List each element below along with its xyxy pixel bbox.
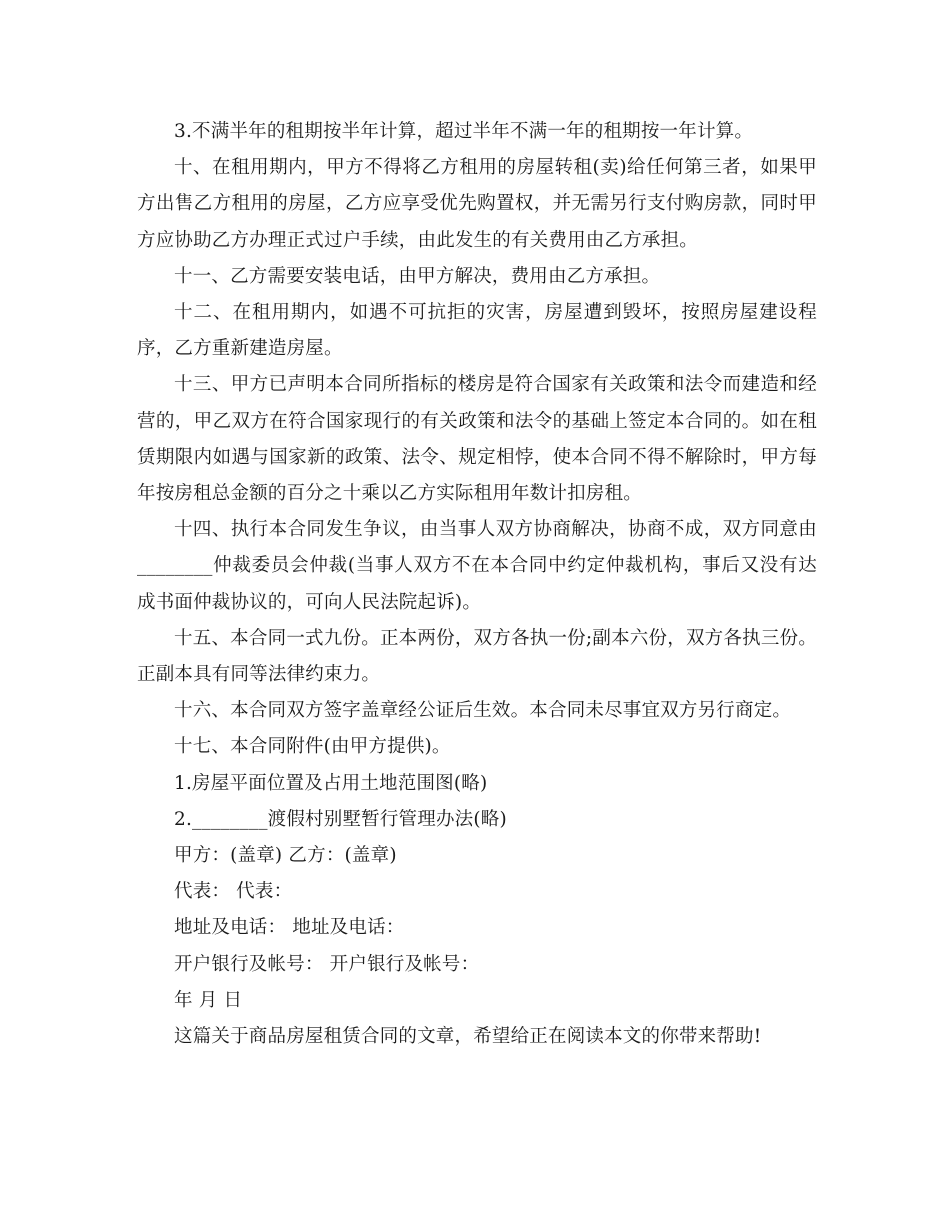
clause-14-dispute: 十四、执行本合同发生争议，由当事人双方协商解决，协商不成，双方同意由________仲裁委员会仲裁(当事人双方不在本合同中约定仲裁机构，事后又没有达成书面仲裁协议的，可向人民法院起诉)。 (137, 519, 817, 613)
paragraph-rent-calculation: 3.不满半年的租期按半年计算，超过半年不满一年的租期按一年计算。 (174, 121, 754, 142)
signature-bank-line: 开户银行及帐号： 开户银行及帐号： (174, 953, 480, 975)
signature-party-line: 甲方：(盖章) 乙方：(盖章) (174, 845, 397, 867)
clause-13-policy: 十三、甲方已声明本合同所指标的楼房是符合国家有关政策和法令而建造和经营的，甲乙双方在符合国家现行的有关政策和法令的基础上签定本合同的。如在租赁期限内如遇与国家新的政策、法令、规定相悖，使本合同不得不解除时，甲方每年按房租总金额的百分之十乘以乙方实际租用年数计扣房租。 (137, 374, 817, 505)
signature-representative-line: 代表： 代表： (174, 881, 293, 903)
attachment-1: 1.房屋平面位置及占用土地范围图(略) (174, 772, 488, 794)
signature-date-line: 年 月 日 (174, 989, 243, 1011)
document-body (137, 114, 817, 1055)
clause-16-effective: 十六、本合同双方签字盖章经公证后生效。本合同未尽事宜双方另行商定。 (174, 700, 792, 722)
clause-12-disaster: 十二、在租用期内，如遇不可抗拒的灾害，房屋遭到毁坏，按照房屋建设程序，乙方重新建造房屋。 (137, 302, 817, 360)
signature-address-line: 地址及电话： 地址及电话： (174, 917, 405, 939)
clause-11-telephone: 十一、乙方需要安装电话，由甲方解决，费用由乙方承担。 (174, 265, 661, 287)
clause-17-attachments: 十七、本合同附件(由甲方提供)。 (174, 736, 451, 758)
attachment-2: 2.________渡假村别墅暂行管理办法(略) (174, 808, 507, 830)
clause-15-copies: 十五、本合同一式九份。正本两份，双方各执一份;副本六份，双方各执三份。正副本具有同等法律约束力。 (137, 627, 817, 686)
closing-remark: 这篇关于商品房屋租赁合同的文章，希望给正在阅读本文的你带来帮助! (174, 1026, 762, 1048)
clause-10-sublease: 十、在租用期内，甲方不得将乙方租用的房屋转租(卖)给任何第三者，如果甲方出售乙方租用的房屋，乙方应享受优先购置权，并无需另行支付购房款，同时甲方应协助乙方办理正式过户手续，由此发生的有关费用由乙方承担。 (137, 157, 817, 251)
